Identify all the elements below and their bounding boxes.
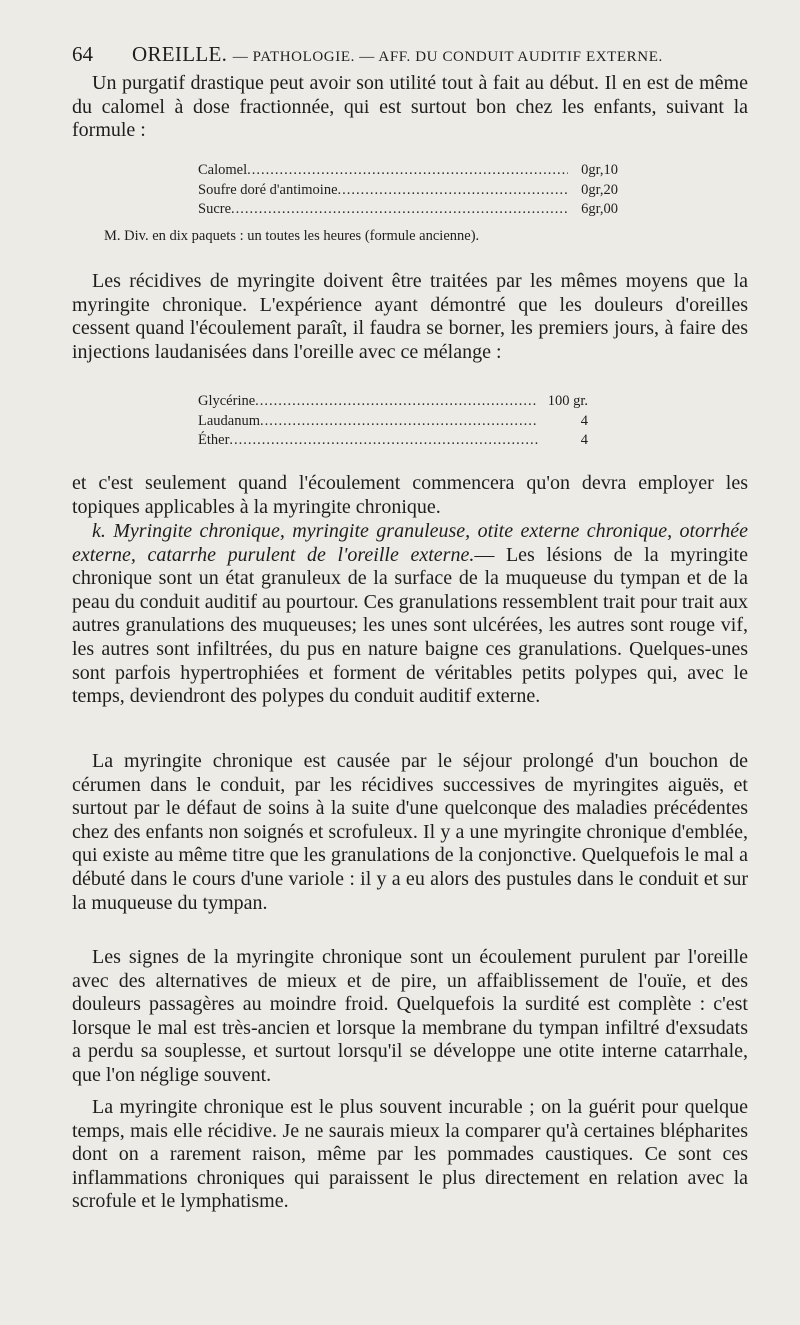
cause-paragraph: La myringite chronique est causée par le séjour prolongé d'un bouchon de cérumen dans le conduit, par les récidives successives de myringites aiguës, et surtout par le défaut de soins à la suite d'une quelconque des maladies précédentes chez des enfants non soignés et scrofuleux. Il y a une myringite chronique d'emblée, qui existe au même titre que les granulations de la conjonctive. Quelquefois le mal a débuté dans le cours d'une variole : il y a eu alors des pustules dans le conduit et sur la muqueuse du tympan. [72,750,748,914]
ingredient-quantity: 0gr,20 [581,181,618,198]
running-title-main: OREILLE. [132,42,228,66]
formula-instruction: M. Div. en dix paquets : un toutes les heures (formule ancienne). [104,228,480,244]
intro-paragraph: Un purgatif drastique peut avoir son utilité tout à fait au début. Il en est de même du calomel à dose fractionnée, qui est surtout bon chez les enfants, suivant la formule : [72,72,748,142]
ingredient-name: Soufre doré d'antimoine [198,181,338,198]
ingredient-name: Laudanum [198,412,261,429]
running-title-rest: — PATHOLOGIE. — AFF. DU CONDUIT AUDITIF EXTERNE. [232,49,663,65]
leader-dots [247,161,568,181]
formula-calomel [198,161,618,220]
leader-dots [229,431,538,451]
running-title [132,42,663,66]
section-k-heading: k. Myringite chronique, myringite granuleuse, otite externe chronique, otorrhée externe, catarrhe purulent de l'oreille externe. [72,520,748,566]
leader-dots [260,412,538,432]
recidives-paragraph: Les récidives de myringite doivent être traitées par les mêmes moyens que la myringite chronique. L'expérience ayant démontré que les douleurs d'oreilles cessent quand l'écoulement paraît, il faudra se borner, les premiers jours, à faire des injections laudanisées dans l'oreille avec ce mélange : [72,270,748,363]
running-header [72,40,712,71]
after-formula-paragraph: et c'est seulement quand l'écoulement commencera qu'on devra employer les topiques applicables à la myringite chronique. [72,472,748,518]
leader-dots [338,181,568,201]
formula-row [198,161,618,181]
ingredient-name: Glycérine [198,393,256,409]
ingredient-quantity: 0gr,10 [581,162,618,178]
section-k-paragraph [72,520,748,709]
ingredient-name: Sucre [198,201,232,217]
ingredient-name: Calomel [198,162,248,178]
prognosis-paragraph: La myringite chronique est le plus souvent incurable ; on la guérit pour quelque temps, mais elle récidive. Je ne saurais mieux la comparer qu'à certaines blépharites dont on a rarement raison, même par les pommades caustiques. Ce sont ces inflammations chroniques qui paraissent le plus directement en relation avec la scrofule et le lymphatisme. [72,1096,748,1213]
ingredient-quantity: 4 [580,432,588,448]
formula-row [198,200,618,220]
formula-row [198,412,588,432]
ingredient-quantity: 6gr,00 [581,201,618,217]
ingredient-quantity: 100 gr. [547,393,588,409]
formula-row [198,431,588,451]
formula-laudanum [198,392,588,451]
page-number: 64 [72,42,93,66]
formula-row [198,392,588,412]
leader-dots [231,200,568,220]
signs-paragraph: Les signes de la myringite chronique sont un écoulement purulent par l'oreille avec des alternatives de mieux et de pire, un affaiblissement de l'ouïe, et des douleurs passagères au moindre froid. Quelquefois la surdité est complète : c'est lorsque le mal est très-ancien et lorsque la membrane du tympan infiltré d'exsudats a perdu sa souplesse, et surtout lorsqu'il se développe une otite interne catarrhale, que l'on néglige souvent. [72,946,748,1086]
section-k-body: — Les lésions de la myringite chronique sont un état granuleux de la surface de la muqueuse du tympan et de la peau du conduit auditif au pourtour. Ces granulations ressemblent trait pour trait aux autres granulations des muqueuses; les unes sont ulcérées, les autres sont rouge vif, les autres sont infiltrées, du pus en nature baigne ces granulations. Quelques-unes sont parfois hypertrophiées et forment de véritables petits polypes qui, avec le temps, deviendront des polypes du conduit auditif externe. [72,543,748,708]
formula-row [198,181,618,201]
ingredient-quantity: 4 [580,412,588,429]
leader-dots [255,392,538,412]
ingredient-name: Éther [198,432,230,448]
